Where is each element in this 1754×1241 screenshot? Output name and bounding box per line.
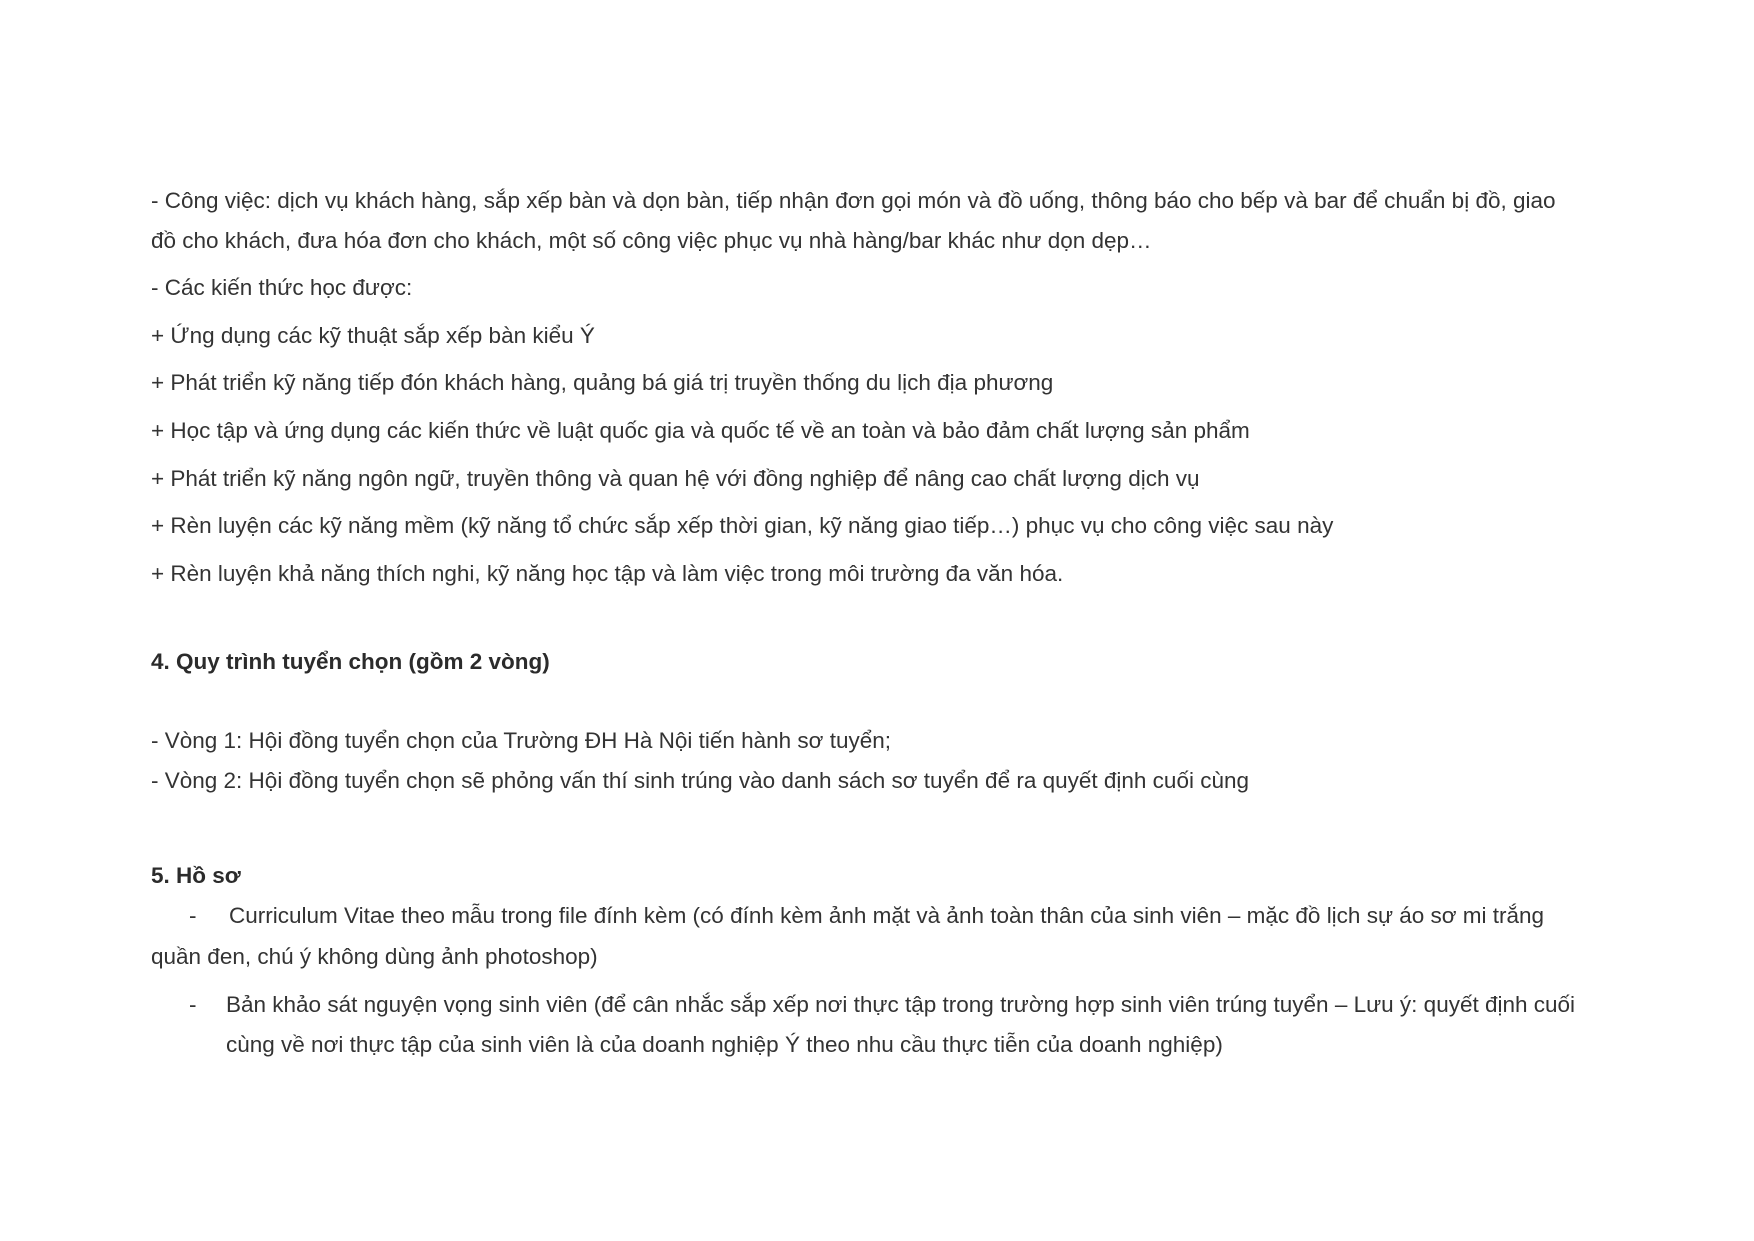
knowledge-item: + Rèn luyện khả năng thích nghi, kỹ năng học tập và làm việc trong môi trường đa văn hóa. xyxy=(151,561,1064,586)
knowledge-item: + Ứng dụng các kỹ thuật sắp xếp bàn kiểu Ý xyxy=(151,323,595,348)
document-item-survey-line-2: cùng về nơi thực tập của sinh viên là của doanh nghiệp Ý theo nhu cầu thực tiễn của doanh nghiệp) xyxy=(226,1032,1223,1057)
selection-round: - Vòng 2: Hội đồng tuyển chọn sẽ phỏng vấn thí sinh trúng vào danh sách sơ tuyển để ra quyết định cuối cùng xyxy=(151,768,1249,793)
section-heading-application-documents: 5. Hồ sơ xyxy=(151,863,241,888)
knowledge-item: + Học tập và ứng dụng các kiến thức về luật quốc gia và quốc tế về an toàn và bảo đảm chất lượng sản phẩm xyxy=(151,418,1250,443)
section-heading-selection-process: 4. Quy trình tuyển chọn (gồm 2 vòng) xyxy=(151,649,550,674)
bullet-dash: - xyxy=(189,992,197,1017)
bullet-dash: - xyxy=(189,903,197,928)
work-description-line-2: đồ cho khách, đưa hóa đơn cho khách, một số công việc phục vụ nhà hàng/bar khác như dọn dẹp… xyxy=(151,228,1152,253)
knowledge-intro: - Các kiến thức học được: xyxy=(151,275,413,300)
knowledge-item: + Phát triển kỹ năng ngôn ngữ, truyền thông và quan hệ với đồng nghiệp để nâng cao chất lượng dịch vụ xyxy=(151,466,1200,491)
document-item-cv-line-2: quần đen, chú ý không dùng ảnh photoshop) xyxy=(151,944,598,969)
document-item-cv-line-1: Curriculum Vitae theo mẫu trong file đính kèm (có đính kèm ảnh mặt và ảnh toàn thân của sinh viên – mặc đồ lịch sự áo sơ mi trắng xyxy=(229,903,1545,928)
document-item-survey-line-1: Bản khảo sát nguyện vọng sinh viên (để cân nhắc sắp xếp nơi thực tập trong trường hợp sinh viên trúng tuyển – Lưu ý: quyết định cuối xyxy=(226,992,1576,1017)
knowledge-item: + Phát triển kỹ năng tiếp đón khách hàng, quảng bá giá trị truyền thống du lịch địa phương xyxy=(151,370,1054,395)
selection-round: - Vòng 1: Hội đồng tuyển chọn của Trường ĐH Hà Nội tiến hành sơ tuyển; xyxy=(151,728,891,753)
work-description-line-1: - Công việc: dịch vụ khách hàng, sắp xếp bàn và dọn bàn, tiếp nhận đơn gọi món và đồ uống, thông báo cho bếp và bar để chuẩn bị đồ, giao xyxy=(151,188,1556,213)
knowledge-item: + Rèn luyện các kỹ năng mềm (kỹ năng tổ chức sắp xếp thời gian, kỹ năng giao tiếp…) phục vụ cho công việc sau này xyxy=(151,513,1334,538)
